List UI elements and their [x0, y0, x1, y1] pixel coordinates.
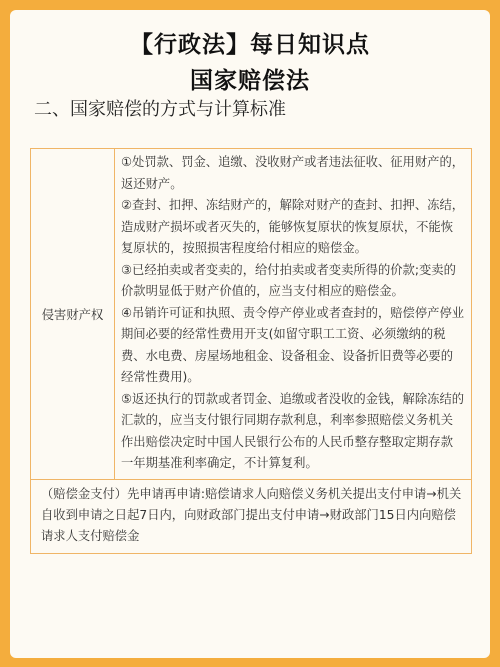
- row-content: [115, 149, 472, 480]
- row-label: 侵害财产权: [31, 149, 115, 480]
- title-line-2: 国家赔偿法: [190, 68, 310, 94]
- list-item: ⑤返还执行的罚款或者罚金、追缴或者没收的金钱，解除冻结的汇款的，应当支付银行同期存款利息，利率参照赔偿义务机关作出赔偿决定时中国人民银行公布的人民币整存整取定期存款一年期基准利率确定，不计算复利。: [121, 391, 465, 470]
- payment-note: （赔偿金支付）先申请再申请:赔偿请求人向赔偿义务机关提出支付申请→机关自收到申请之日起7日内，向财政部门提出支付申请→财政部门15日内向赔偿请求人支付赔偿金: [31, 479, 472, 553]
- list-item: ③已经拍卖或者变卖的，给付拍卖或者变卖所得的价款;变卖的价款明显低于财产价值的，应当支付相应的赔偿金。: [121, 262, 456, 298]
- list-item: ①处罚款、罚金、追缴、没收财产或者违法征收、征用财产的，返还财产。: [121, 155, 465, 191]
- list-item: ②查封、扣押、冻结财产的，解除对财产的查封、扣押、冻结，造成财产损坏或者灭失的，能够恢复原状的恢复原状，不能恢复原状的，按照损害程度给付相应的赔偿金。: [121, 198, 465, 255]
- title-line-1: 【行政法】每日知识点: [130, 32, 370, 58]
- list-item: ④吊销许可证和执照、责令停产停业或者查封的，赔偿停产停业期间必要的经常性费用开支(如留守职工工资、必须缴纳的税费、水电费、房屋场地租金、设备租金、设备折旧费等必要的经常性费用)。: [121, 305, 465, 384]
- table-row: [31, 479, 472, 553]
- compensation-table: [30, 148, 472, 554]
- table-row: [31, 149, 472, 480]
- section-heading: 二、国家赔偿的方式与计算标准: [34, 99, 286, 120]
